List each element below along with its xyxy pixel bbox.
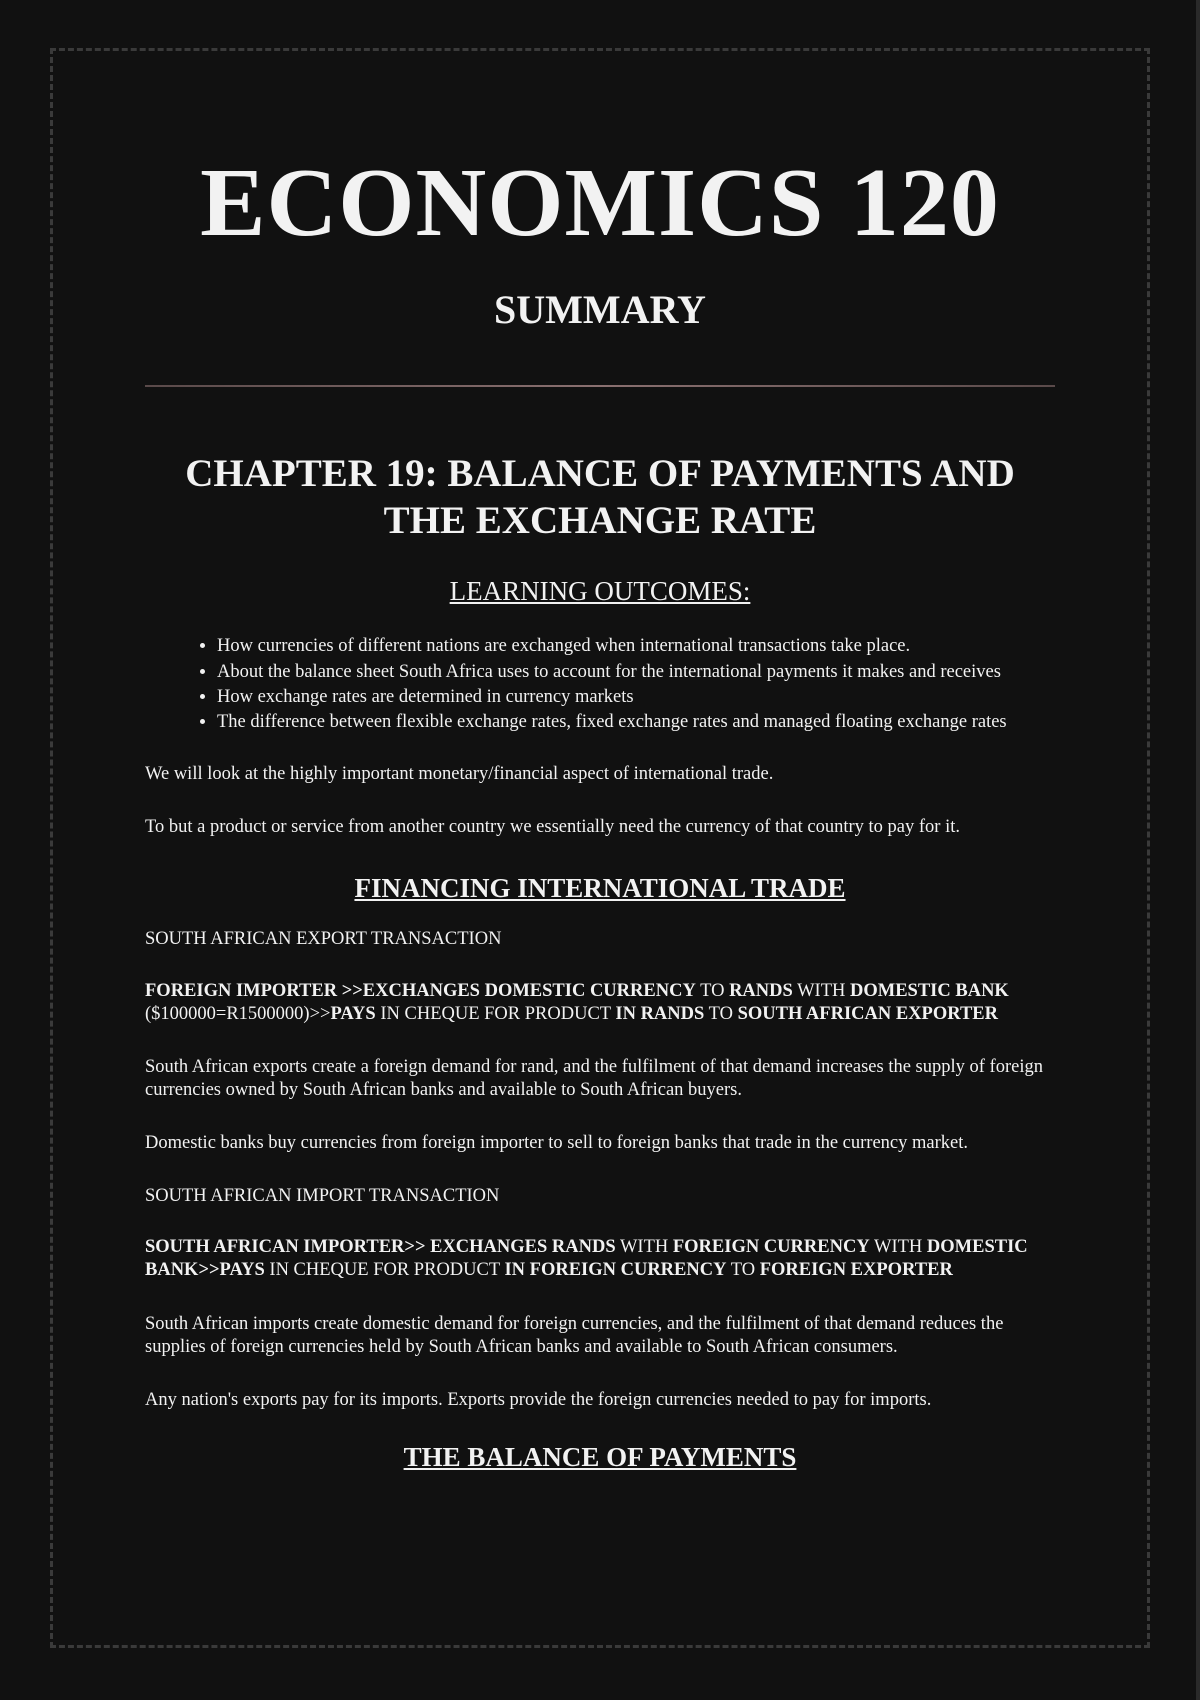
- export-paragraph: South African exports create a foreign demand for rand, and the fulfilment of that demand increases the supply of foreign currencies owned by South African banks and available to South African buyers.: [145, 1056, 1043, 1100]
- document-title: ECONOMICS 120: [200, 149, 1000, 257]
- import-flow-part: SOUTH AFRICAN IMPORTER>> EXCHANGES RANDS: [145, 1237, 616, 1258]
- document-subtitle: SUMMARY: [494, 286, 706, 332]
- import-paragraph: Any nation's exports pay for its imports. Exports provide the foreign currencies needed to pay for imports.: [145, 1389, 932, 1410]
- list-item: • How exchange rates are determined in currency markets: [217, 686, 1055, 708]
- import-flow-part: IN FOREIGN CURRENCY: [504, 1260, 727, 1281]
- export-flow: [145, 980, 1055, 1026]
- export-heading: SOUTH AFRICAN EXPORT TRANSACTION: [145, 929, 502, 950]
- intro-paragraph: We will look at the highly important monetary/financial aspect of international trade.: [145, 764, 774, 785]
- import-flow-part: WITH: [869, 1237, 927, 1258]
- document-body: [145, 140, 1055, 1473]
- export-flow-part: ($100000=R1500000)>>: [145, 1003, 331, 1024]
- import-heading: SOUTH AFRICAN IMPORT TRANSACTION: [145, 1186, 500, 1207]
- import-flow-part: WITH: [615, 1237, 673, 1258]
- export-paragraph: Domestic banks buy currencies from foreign importer to sell to foreign banks that trade in the currency market.: [145, 1133, 968, 1154]
- import-paragraph: South African imports create domestic demand for foreign currencies, and the fulfilment of that demand reduces the supplies of foreign currencies held by South African banks and available to South African consumers.: [145, 1313, 1004, 1357]
- list-item: • The difference between flexible exchange rates, fixed exchange rates and managed floating exchange rates: [217, 711, 1055, 733]
- export-flow-part: TO: [704, 1003, 738, 1024]
- import-flow-part: FOREIGN EXPORTER: [759, 1260, 953, 1281]
- export-flow-part: FOREIGN IMPORTER >>EXCHANGES DOMESTIC CURRENCY: [145, 980, 696, 1001]
- export-flow-part: IN RANDS: [615, 1003, 705, 1024]
- import-flow-part: DOMESTIC BANK>>PAYS: [145, 1237, 1028, 1281]
- export-flow-part: RANDS: [729, 980, 793, 1001]
- financing-heading: FINANCING INTERNATIONAL TRADE: [354, 873, 846, 904]
- import-flow-part: TO: [726, 1260, 760, 1281]
- list-item: • About the balance sheet South Africa uses to account for the international payments it makes and receives: [217, 661, 1055, 683]
- balance-of-payments-heading: THE BALANCE OF PAYMENTS: [403, 1441, 797, 1472]
- export-flow-part: SOUTH AFRICAN EXPORTER: [737, 1003, 998, 1024]
- scrollbar-track[interactable]: [1196, 0, 1200, 1700]
- import-flow-part: FOREIGN CURRENCY: [672, 1237, 870, 1258]
- intro-paragraph: To but a product or service from another country we essentially need the currency of that country to pay for it.: [145, 817, 960, 838]
- export-flow-part: IN CHEQUE FOR PRODUCT: [375, 1003, 616, 1024]
- learning-outcomes-heading: LEARNING OUTCOMES:: [449, 576, 751, 607]
- export-flow-part: TO: [695, 980, 730, 1001]
- export-flow-part: PAYS: [330, 1003, 376, 1024]
- import-flow-part: IN CHEQUE FOR PRODUCT: [264, 1260, 505, 1281]
- list-item: • How currencies of different nations are exchanged when international transactions take place.: [217, 635, 1055, 657]
- learning-outcomes-list: [145, 635, 1055, 733]
- import-flow: [145, 1236, 1055, 1282]
- export-flow-part: DOMESTIC BANK: [850, 980, 1009, 1001]
- title-divider: [145, 385, 1055, 387]
- export-flow-part: WITH: [792, 980, 850, 1001]
- chapter-title: CHAPTER 19: BALANCE OF PAYMENTS AND THE EXCHANGE RATE: [185, 451, 1015, 542]
